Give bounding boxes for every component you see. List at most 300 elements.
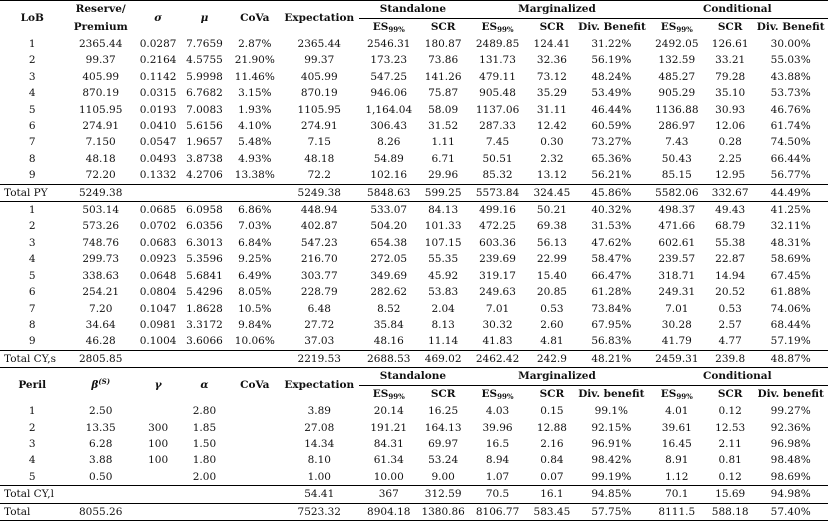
table-cell: 132.59 bbox=[658, 54, 696, 67]
table-cell: 2.11 bbox=[718, 437, 742, 450]
table-cell: 547.23 bbox=[300, 236, 338, 249]
table-cell: 8 bbox=[28, 318, 36, 331]
header-conditional: Conditional bbox=[647, 1, 828, 19]
table-cell: 58.09 bbox=[428, 103, 459, 116]
subheader-es-conditional-2: $ES_{99\%}$ bbox=[660, 388, 693, 402]
table-cell: 67.95% bbox=[591, 318, 632, 331]
table-row-cy bbox=[0, 317, 828, 333]
table-cell: 8106.77 bbox=[467, 503, 527, 520]
table-cell: 10.00 bbox=[373, 470, 404, 483]
table-cell bbox=[230, 503, 280, 520]
table-cell bbox=[137, 350, 179, 367]
table-cell: 8.91 bbox=[665, 454, 689, 467]
table-cell: 73.12 bbox=[536, 70, 567, 83]
table-cell: 107.15 bbox=[424, 236, 462, 249]
table-cell: 4 bbox=[28, 253, 36, 266]
table-cell: 338.63 bbox=[82, 269, 120, 282]
table-cell: 312.59 bbox=[419, 486, 467, 503]
table-cell: 39.96 bbox=[482, 421, 513, 434]
table-cell: 282.62 bbox=[370, 286, 408, 299]
table-cell: 303.77 bbox=[300, 269, 338, 282]
table-cell bbox=[179, 184, 229, 201]
table-cell: 4.03 bbox=[485, 405, 510, 418]
table-cell: 7.150 bbox=[85, 136, 116, 149]
table-cell: 6.3013 bbox=[186, 236, 223, 249]
table-cell: 588.18 bbox=[707, 503, 753, 520]
table-cell: 3.15% bbox=[238, 87, 272, 100]
table-cell bbox=[230, 403, 280, 419]
table-cell: 50.51 bbox=[482, 152, 513, 165]
table-cell: 5 bbox=[28, 269, 36, 282]
table-row-py bbox=[0, 167, 828, 184]
table-cell: 6.7682 bbox=[186, 87, 223, 100]
table-cell: 7.7659 bbox=[186, 38, 223, 50]
table-cell: 11.14 bbox=[428, 335, 459, 348]
table-row-py bbox=[0, 52, 828, 68]
table-cell: 5848.63 bbox=[359, 184, 419, 201]
subheader-es-standalone-2: $ES_{99\%}$ bbox=[372, 388, 405, 402]
table-cell: 48.16 bbox=[373, 335, 404, 348]
table-cell: 4 bbox=[28, 454, 36, 467]
header-standalone: Standalone bbox=[359, 1, 468, 19]
table-cell: Total CY,l bbox=[0, 486, 64, 503]
table-cell: 39.61 bbox=[661, 421, 692, 434]
table-cell: 61.34 bbox=[373, 454, 404, 467]
table-cell: 504.20 bbox=[370, 220, 408, 233]
table-cell: 48.87% bbox=[753, 350, 828, 367]
table-cell: 1.11 bbox=[431, 136, 455, 149]
table-cell: 485.27 bbox=[658, 70, 696, 83]
table-cell: 32.36 bbox=[536, 54, 567, 67]
table-cell: 29.96 bbox=[428, 169, 459, 182]
table-row-cy bbox=[0, 202, 828, 219]
peril-body bbox=[0, 403, 828, 486]
table-cell: 5.6841 bbox=[186, 269, 223, 282]
table-cell: 16.25 bbox=[428, 405, 459, 418]
header-cova-2: CoVa bbox=[230, 368, 280, 404]
table-cell: 13.38% bbox=[234, 169, 275, 182]
table-cell: 124.41 bbox=[533, 38, 571, 50]
table-row-peril bbox=[0, 469, 828, 486]
table-cell: 16.45 bbox=[661, 437, 692, 450]
table-cell: 30.28 bbox=[661, 318, 692, 331]
table-cell: 405.99 bbox=[300, 70, 338, 83]
table-cell: 216.70 bbox=[300, 253, 338, 266]
subheader-scr-standalone: SCR bbox=[430, 21, 456, 33]
table-cell: 4.81 bbox=[540, 335, 564, 348]
table-cell bbox=[179, 350, 229, 367]
table-row-py bbox=[0, 36, 828, 52]
table-cell: 2805.85 bbox=[64, 350, 137, 367]
table-cell: 4.01 bbox=[665, 405, 689, 418]
table-cell: 4.10% bbox=[238, 120, 272, 133]
table-cell: 99.19% bbox=[591, 470, 632, 483]
table-cell: 0.0410 bbox=[139, 120, 177, 133]
table-row-cy bbox=[0, 218, 828, 234]
table-cell: 349.69 bbox=[370, 269, 408, 282]
table-cell: 15.40 bbox=[536, 269, 567, 282]
table-cell: 1.50 bbox=[192, 437, 217, 450]
table-cell: 547.25 bbox=[370, 70, 408, 83]
table-cell bbox=[230, 436, 280, 452]
table-cell: 249.63 bbox=[479, 286, 516, 299]
table-cell: 126.61 bbox=[711, 38, 749, 50]
total-row-py bbox=[0, 184, 828, 201]
subheader-es-marginalized-2: $ES_{99\%}$ bbox=[481, 388, 514, 402]
table-cell: 0.53 bbox=[718, 302, 742, 315]
table-cell: 46.76% bbox=[770, 103, 811, 116]
table-cell: 75.87 bbox=[428, 87, 459, 100]
table-cell: 905.48 bbox=[479, 87, 516, 100]
table-cell: 72.2 bbox=[307, 169, 331, 182]
table-cell: 1136.88 bbox=[655, 103, 699, 116]
table-cell: 131.73 bbox=[479, 54, 516, 67]
table-row-py bbox=[0, 118, 828, 134]
table-cell: 34.64 bbox=[85, 318, 116, 331]
table-cell: 6.28 bbox=[89, 437, 113, 450]
table-cell: 53.49% bbox=[591, 87, 632, 100]
table-cell: 8.10 bbox=[307, 454, 331, 467]
table-cell: 57.75% bbox=[576, 503, 647, 520]
table-cell: 100 bbox=[148, 454, 169, 467]
table-cell: 20.14 bbox=[373, 405, 404, 418]
table-cell: 9.84% bbox=[238, 318, 272, 331]
table-cell: 55.03% bbox=[770, 54, 811, 67]
table-cell: 2.87% bbox=[238, 38, 272, 50]
table-cell: 12.53 bbox=[715, 421, 746, 434]
table-row-cy bbox=[0, 284, 828, 300]
header-expectation-2: Expectation bbox=[280, 368, 359, 404]
table-cell: 46.44% bbox=[591, 103, 632, 116]
subheader-div-benefit-conditional: Div. Benefit bbox=[756, 21, 825, 33]
subheader-scr-marginalized-2: SCR bbox=[539, 388, 565, 401]
table-cell: 274.91 bbox=[300, 120, 338, 133]
table-cell: 70.5 bbox=[467, 486, 527, 503]
table-row-cy bbox=[0, 301, 828, 317]
table-cell: 0.28 bbox=[718, 136, 742, 149]
table-cell: 69.38 bbox=[536, 220, 567, 233]
table-cell: 92.15% bbox=[591, 421, 632, 434]
header-gamma: γ bbox=[137, 368, 179, 404]
table-cell: 870.19 bbox=[300, 87, 338, 100]
table-cell: 65.36% bbox=[591, 152, 632, 165]
table-cell: 61.74% bbox=[770, 120, 811, 133]
table-cell: 7.03% bbox=[238, 220, 272, 233]
cyl-total-body bbox=[0, 486, 828, 503]
table-cell bbox=[230, 452, 280, 468]
table-cell: 0.1142 bbox=[139, 70, 177, 83]
table-cell bbox=[230, 486, 280, 503]
table-cell: 533.07 bbox=[359, 202, 419, 219]
table-cell: 2 bbox=[28, 54, 36, 67]
table-cell: 602.61 bbox=[658, 236, 696, 249]
table-cell: 7.15 bbox=[307, 136, 331, 149]
header-standalone-2: Standalone bbox=[359, 368, 468, 386]
table-cell: 6.0356 bbox=[186, 220, 223, 233]
table-cell: 68.44% bbox=[770, 318, 811, 331]
table-cell: 1.8628 bbox=[186, 302, 223, 315]
table-cell: 164.13 bbox=[424, 421, 462, 434]
table-cell: 2 bbox=[28, 220, 36, 233]
table-cell: 0.30 bbox=[540, 136, 564, 149]
table-cell: 48.18 bbox=[85, 152, 116, 165]
table-cell: 254.21 bbox=[82, 286, 120, 299]
table-cell: 5.9998 bbox=[186, 70, 223, 83]
table-cell: 72.20 bbox=[85, 169, 116, 182]
table-cell: 3 bbox=[28, 236, 36, 249]
table-cell: 1137.06 bbox=[475, 103, 520, 116]
table-cell: 318.71 bbox=[658, 269, 696, 282]
table-cell: 1.00 bbox=[307, 470, 331, 483]
table-cell: 1.07 bbox=[485, 470, 510, 483]
table-cell: 22.99 bbox=[536, 253, 567, 266]
table-cell: 79.28 bbox=[715, 70, 746, 83]
table-row-peril bbox=[0, 452, 828, 468]
table-cell bbox=[137, 403, 179, 419]
table-cell: 499.16 bbox=[467, 202, 527, 219]
table-cell: 0.0981 bbox=[139, 318, 177, 331]
table-cell: 54.41 bbox=[280, 486, 359, 503]
header-alpha: α bbox=[179, 368, 229, 404]
table-cell: 99.27% bbox=[770, 405, 811, 418]
table-cell: 35.29 bbox=[536, 87, 567, 100]
table-cell: 74.50% bbox=[770, 136, 811, 149]
subheader-div-benefit-conditional-2: Div. benefit bbox=[757, 388, 824, 401]
subheader-div-benefit-marginalized: Div. Benefit bbox=[578, 21, 646, 33]
table-cell: 402.87 bbox=[300, 220, 338, 233]
table-cell: 49.43 bbox=[707, 202, 753, 219]
table-cell: 191.21 bbox=[370, 421, 408, 434]
table-cell: 2.32 bbox=[540, 152, 564, 165]
table-cell: 2459.31 bbox=[647, 350, 707, 367]
table-cell: 40.32% bbox=[576, 202, 647, 219]
table-cell: 3.6066 bbox=[186, 335, 223, 348]
table-cell: 870.19 bbox=[82, 87, 120, 100]
table-cell: 37.03 bbox=[304, 335, 335, 348]
table-cell: 5249.38 bbox=[64, 184, 137, 201]
table-cell: 0.0685 bbox=[137, 202, 179, 219]
table-cell: 45.92 bbox=[428, 269, 459, 282]
table-cell: 0.0287 bbox=[139, 38, 177, 50]
table-cell: 8904.18 bbox=[359, 503, 419, 520]
table-row-peril bbox=[0, 436, 828, 452]
table-cell: 239.8 bbox=[707, 350, 753, 367]
table-cell: 55.35 bbox=[428, 253, 459, 266]
table-cell: 8.52 bbox=[377, 302, 401, 315]
table-cell: 2.50 bbox=[89, 405, 113, 418]
table-cell: 7.43 bbox=[665, 136, 689, 149]
table-cell: 13.35 bbox=[85, 421, 116, 434]
table-cell: 469.02 bbox=[419, 350, 467, 367]
table-cell bbox=[137, 184, 179, 201]
table-cell: 748.76 bbox=[82, 236, 120, 249]
header-reserve-line2: Premium bbox=[73, 20, 128, 33]
table-cell: 3 bbox=[28, 437, 36, 450]
table-cell: 56.13 bbox=[536, 236, 567, 249]
table-cell: 14.34 bbox=[304, 437, 335, 450]
table-cell: 14.94 bbox=[715, 269, 746, 282]
table-cell: 5.6156 bbox=[186, 120, 223, 133]
table-cell: 43.88% bbox=[770, 70, 811, 83]
table-cell: Total PY bbox=[0, 184, 64, 201]
table-cell: 15.69 bbox=[707, 486, 753, 503]
table-cell: 31.52 bbox=[428, 120, 459, 133]
table-cell: 7.20 bbox=[89, 302, 113, 315]
table-cell: 6.49% bbox=[238, 269, 272, 282]
table-cell: 27.08 bbox=[304, 421, 335, 434]
table-cell bbox=[137, 469, 179, 486]
cy-body bbox=[0, 202, 828, 351]
total-row-grand bbox=[0, 503, 828, 520]
table-cell: 2 bbox=[28, 421, 36, 434]
table-cell: 16.5 bbox=[485, 437, 510, 450]
table-cell: 905.29 bbox=[658, 87, 696, 100]
table-cell: 100 bbox=[148, 437, 169, 450]
table-cell: 173.23 bbox=[370, 54, 408, 67]
table-cell: 57.19% bbox=[770, 335, 811, 348]
table-cell bbox=[230, 420, 280, 436]
table-cell: 41.79 bbox=[661, 335, 692, 348]
table-cell: 31.53% bbox=[591, 220, 632, 233]
table-cell: Total CY,s bbox=[0, 350, 64, 367]
table-cell: 30.32 bbox=[482, 318, 513, 331]
total-row-cy-l bbox=[0, 486, 828, 503]
table-cell: 56.77% bbox=[770, 169, 811, 182]
table-cell: 85.32 bbox=[482, 169, 513, 182]
subheader-div-benefit-marginalized-2: Div. benefit bbox=[578, 388, 645, 401]
header-marginalized-2: Marginalized bbox=[467, 368, 646, 386]
table-cell: 4.5755 bbox=[186, 54, 223, 67]
table-row-py bbox=[0, 134, 828, 150]
table-cell: 6 bbox=[28, 286, 36, 299]
table-cell: 8.26 bbox=[377, 136, 401, 149]
subheader-es-standalone: $ES_{99\%}$ bbox=[372, 21, 405, 34]
table-cell: 3 bbox=[28, 70, 36, 83]
table-cell: 0.0493 bbox=[139, 152, 177, 165]
table-cell: 9 bbox=[28, 335, 36, 348]
table-cell: 0.0923 bbox=[139, 253, 177, 266]
table-cell: 74.06% bbox=[770, 302, 811, 315]
header-sigma: σ bbox=[137, 1, 179, 37]
table-row-cy bbox=[0, 251, 828, 267]
table-cell: 599.25 bbox=[419, 184, 467, 201]
table-cell: 448.94 bbox=[280, 202, 359, 219]
table-cell: 1 bbox=[28, 38, 36, 50]
table-cell: 35.10 bbox=[715, 87, 746, 100]
table-cell: 324.45 bbox=[528, 184, 576, 201]
table-cell: 41.83 bbox=[482, 335, 513, 348]
table-cell: 654.38 bbox=[370, 236, 408, 249]
table-cell: 2462.42 bbox=[467, 350, 527, 367]
table-cell: 8055.26 bbox=[64, 503, 137, 520]
table-cell: 1.80 bbox=[192, 454, 217, 467]
table-cell: 7 bbox=[28, 136, 36, 149]
peril-header-body bbox=[0, 368, 828, 404]
table-cell: 99.37 bbox=[85, 54, 116, 67]
table-cell: 287.33 bbox=[479, 120, 516, 133]
table-cell: 7 bbox=[28, 302, 36, 315]
table-cell: 12.95 bbox=[715, 169, 746, 182]
table-cell: 99.1% bbox=[594, 405, 629, 418]
table-cell: 54.89 bbox=[373, 152, 404, 165]
table-cell: 1 bbox=[28, 405, 36, 418]
table-cell: 0.1004 bbox=[139, 335, 177, 348]
table-cell: 1.9657 bbox=[186, 136, 223, 149]
table-cell: 141.26 bbox=[424, 70, 462, 83]
table-row-py bbox=[0, 69, 828, 85]
table-cell: 98.69% bbox=[770, 470, 811, 483]
table-cell: 99.37 bbox=[304, 54, 335, 67]
header-marginalized: Marginalized bbox=[467, 1, 646, 19]
table-cell: 50.43 bbox=[661, 152, 692, 165]
table-cell: 4.77 bbox=[718, 335, 742, 348]
table-cell: 48.18 bbox=[304, 152, 335, 165]
table-row-cy bbox=[0, 235, 828, 251]
table-cell: 0.0547 bbox=[139, 136, 177, 149]
table-cell: 1.12 bbox=[665, 470, 689, 483]
table-cell: 2.80 bbox=[192, 405, 217, 418]
subheader-scr-marginalized: SCR bbox=[539, 21, 565, 33]
table-cell: 1.93% bbox=[238, 103, 272, 116]
table-cell: 583.45 bbox=[528, 503, 576, 520]
table-cell: 1380.86 bbox=[419, 503, 467, 520]
table-cell: 56.21% bbox=[591, 169, 632, 182]
table-cell: 9.00 bbox=[431, 470, 455, 483]
table-cell: 96.98% bbox=[770, 437, 811, 450]
table-cell: 33.21 bbox=[715, 54, 746, 67]
table-cell: 68.79 bbox=[715, 220, 746, 233]
table-cell: 9.25% bbox=[238, 253, 272, 266]
header-conditional-2: Conditional bbox=[647, 368, 828, 386]
table-cell bbox=[230, 184, 280, 201]
table-cell: 3.8738 bbox=[186, 152, 223, 165]
table-cell: 73.86 bbox=[428, 54, 459, 67]
table-cell: 2.16 bbox=[540, 437, 564, 450]
table-cell: 84.31 bbox=[373, 437, 404, 450]
total-row-cy-s bbox=[0, 350, 828, 367]
table-cell: 4.2706 bbox=[186, 169, 223, 182]
table-cell: 5582.06 bbox=[647, 184, 707, 201]
table-cell: 2.25 bbox=[718, 152, 742, 165]
table-cell: 102.16 bbox=[370, 169, 408, 182]
table-cell: 471.66 bbox=[658, 220, 696, 233]
table-cell: 573.26 bbox=[82, 220, 120, 233]
table-cell: 239.69 bbox=[479, 253, 516, 266]
table-cell: 286.97 bbox=[658, 120, 696, 133]
subheader-es-marginalized: $ES_{99\%}$ bbox=[481, 21, 514, 34]
table-cell: 2.60 bbox=[540, 318, 564, 331]
table-cell: 66.47% bbox=[591, 269, 632, 282]
table-cell: 249.31 bbox=[658, 286, 696, 299]
table-cell: 2219.53 bbox=[280, 350, 359, 367]
table-cell: 67.45% bbox=[770, 269, 811, 282]
table-cell: 20.85 bbox=[536, 286, 567, 299]
table-cell: 1,164.04 bbox=[365, 103, 413, 116]
table-cell: 5 bbox=[28, 103, 36, 116]
table-cell: 6.48 bbox=[307, 302, 331, 315]
table-cell: 35.84 bbox=[373, 318, 404, 331]
header-reserve-line1: Reserve/ bbox=[64, 1, 137, 19]
table-cell: 58.47% bbox=[591, 253, 632, 266]
table-cell: 6.71 bbox=[431, 152, 455, 165]
table-row-py bbox=[0, 151, 828, 167]
table-cell: 1.85 bbox=[192, 421, 217, 434]
table-cell: 319.17 bbox=[479, 269, 516, 282]
table-cell: 3.3172 bbox=[186, 318, 223, 331]
table-row-py bbox=[0, 102, 828, 118]
table-cell: 53.24 bbox=[428, 454, 459, 467]
table-cell: 32.11% bbox=[770, 220, 811, 233]
